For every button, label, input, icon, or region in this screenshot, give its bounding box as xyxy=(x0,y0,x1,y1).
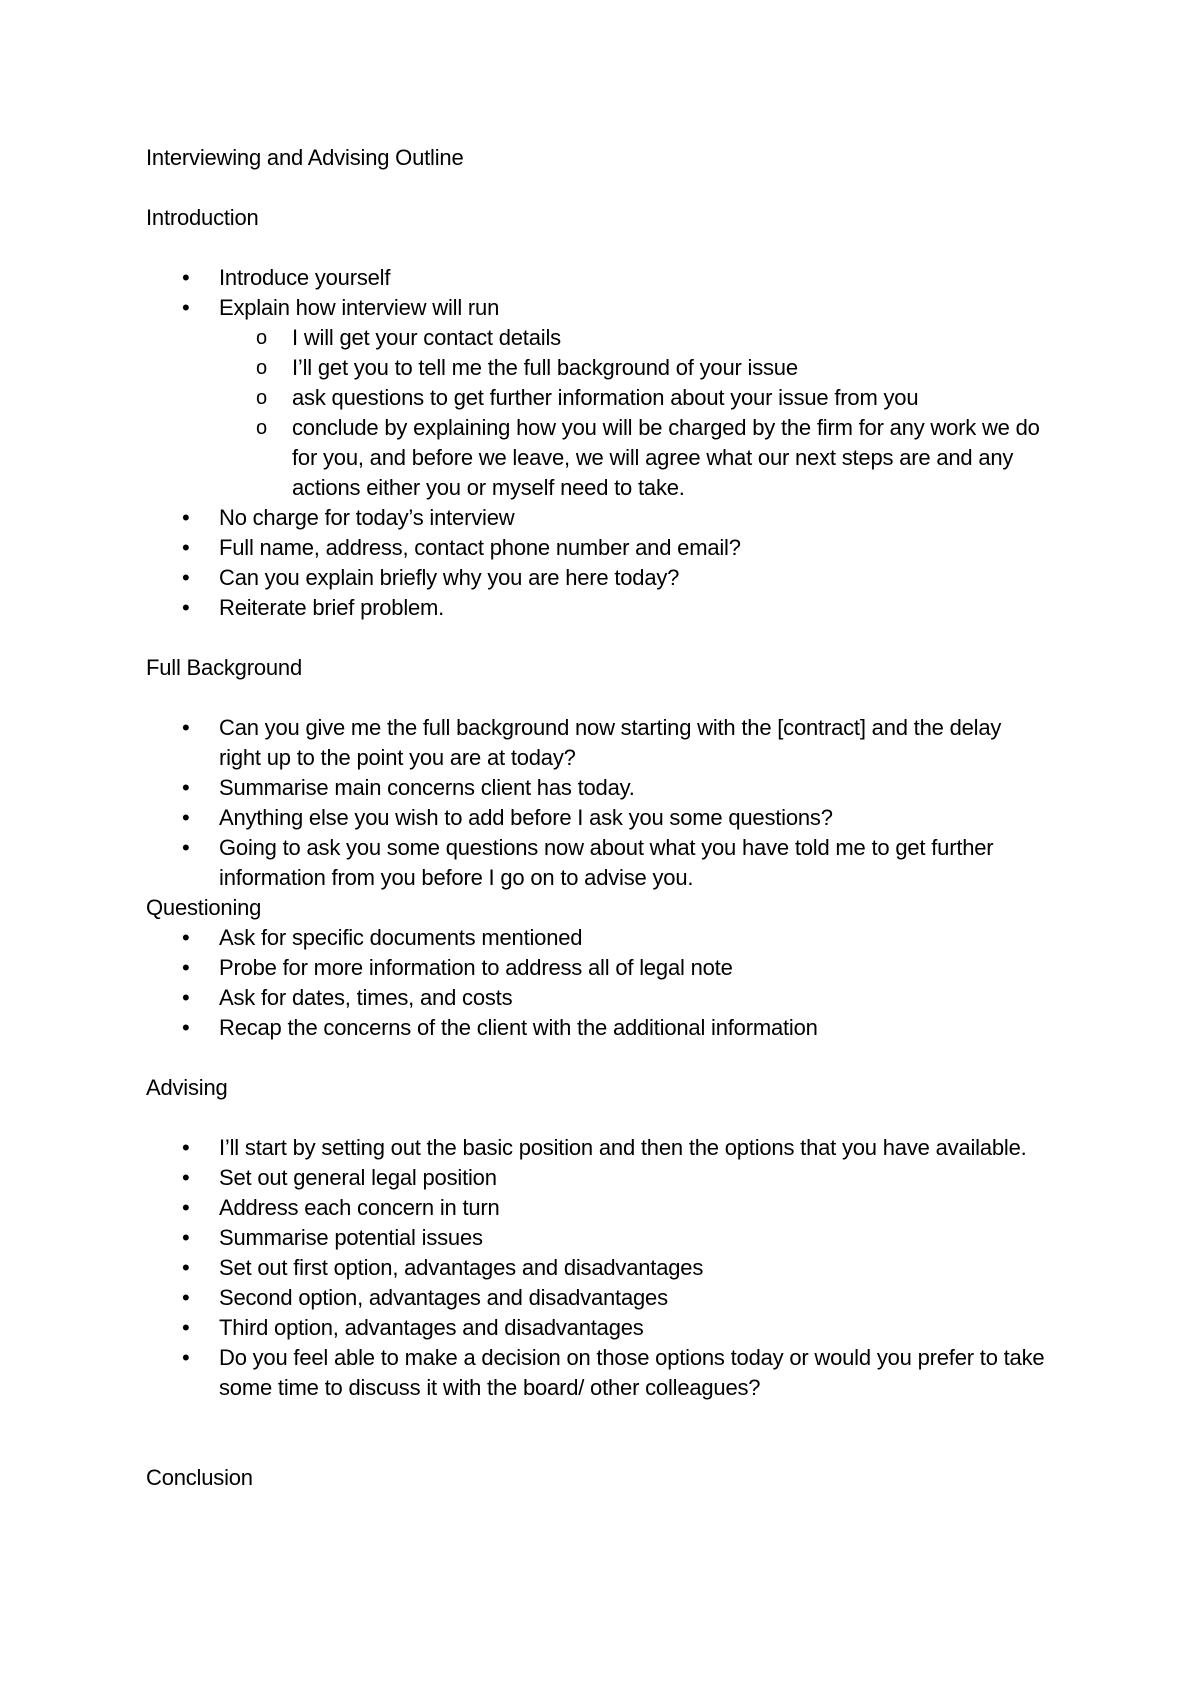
list-item: • Going to ask you some questions now about what you have told me to get further information from you before I go on to advise you. xyxy=(146,833,1046,893)
section-heading-introduction: Introduction xyxy=(146,205,259,230)
list-item: • Address each concern in turn xyxy=(146,1193,1046,1223)
full-background-list xyxy=(146,713,1046,893)
list-item: • Second option, advantages and disadvantages xyxy=(146,1283,1046,1313)
list-item: • No charge for today’s interview xyxy=(146,503,1046,533)
advising-list xyxy=(146,1133,1046,1403)
document-body xyxy=(146,143,1046,1493)
list-item: • Do you feel able to make a decision on those options today or would you prefer to take some time to discuss it with the board/ other colleagues? xyxy=(146,1343,1046,1403)
list-item: • Full name, address, contact phone number and email? xyxy=(146,533,1046,563)
list-item: • Can you give me the full background now starting with the [contract] and the delay right up to the point you are at today? xyxy=(146,713,1046,773)
list-item: • Can you explain briefly why you are here today? xyxy=(146,563,1046,593)
introduction-list xyxy=(146,263,1046,623)
sub-list-item: o conclude by explaining how you will be charged by the firm for any work we do for you, and before we leave, we will agree what our next steps are and any actions either you or myself need to take. xyxy=(146,413,1046,503)
section-heading-conclusion: Conclusion xyxy=(146,1465,253,1490)
list-item: • Ask for dates, times, and costs xyxy=(146,983,1046,1013)
list-item: • Third option, advantages and disadvantages xyxy=(146,1313,1046,1343)
list-item: • Anything else you wish to add before I ask you some questions? xyxy=(146,803,1046,833)
list-item: • Introduce yourself xyxy=(146,263,1046,293)
list-item: • I’ll start by setting out the basic position and then the options that you have available. xyxy=(146,1133,1046,1163)
list-item: • Summarise potential issues xyxy=(146,1223,1046,1253)
list-item: • Set out first option, advantages and disadvantages xyxy=(146,1253,1046,1283)
list-item: • Recap the concerns of the client with the additional information xyxy=(146,1013,1046,1043)
list-item: • Ask for specific documents mentioned xyxy=(146,923,1046,953)
sub-list-item: o I’ll get you to tell me the full background of your issue xyxy=(146,353,1046,383)
document-title: Interviewing and Advising Outline xyxy=(146,145,464,170)
sub-list-item: o ask questions to get further information about your issue from you xyxy=(146,383,1046,413)
questioning-list xyxy=(146,923,1046,1043)
section-heading-advising: Advising xyxy=(146,1075,228,1100)
sub-list-item: o I will get your contact details xyxy=(146,323,1046,353)
section-heading-questioning: Questioning xyxy=(146,895,262,920)
list-item: • Reiterate brief problem. xyxy=(146,593,1046,623)
list-item: • Summarise main concerns client has today. xyxy=(146,773,1046,803)
section-heading-full-background: Full Background xyxy=(146,655,302,680)
list-item: • Probe for more information to address all of legal note xyxy=(146,953,1046,983)
list-item: • Set out general legal position xyxy=(146,1163,1046,1193)
list-item: • Explain how interview will run xyxy=(146,293,1046,323)
